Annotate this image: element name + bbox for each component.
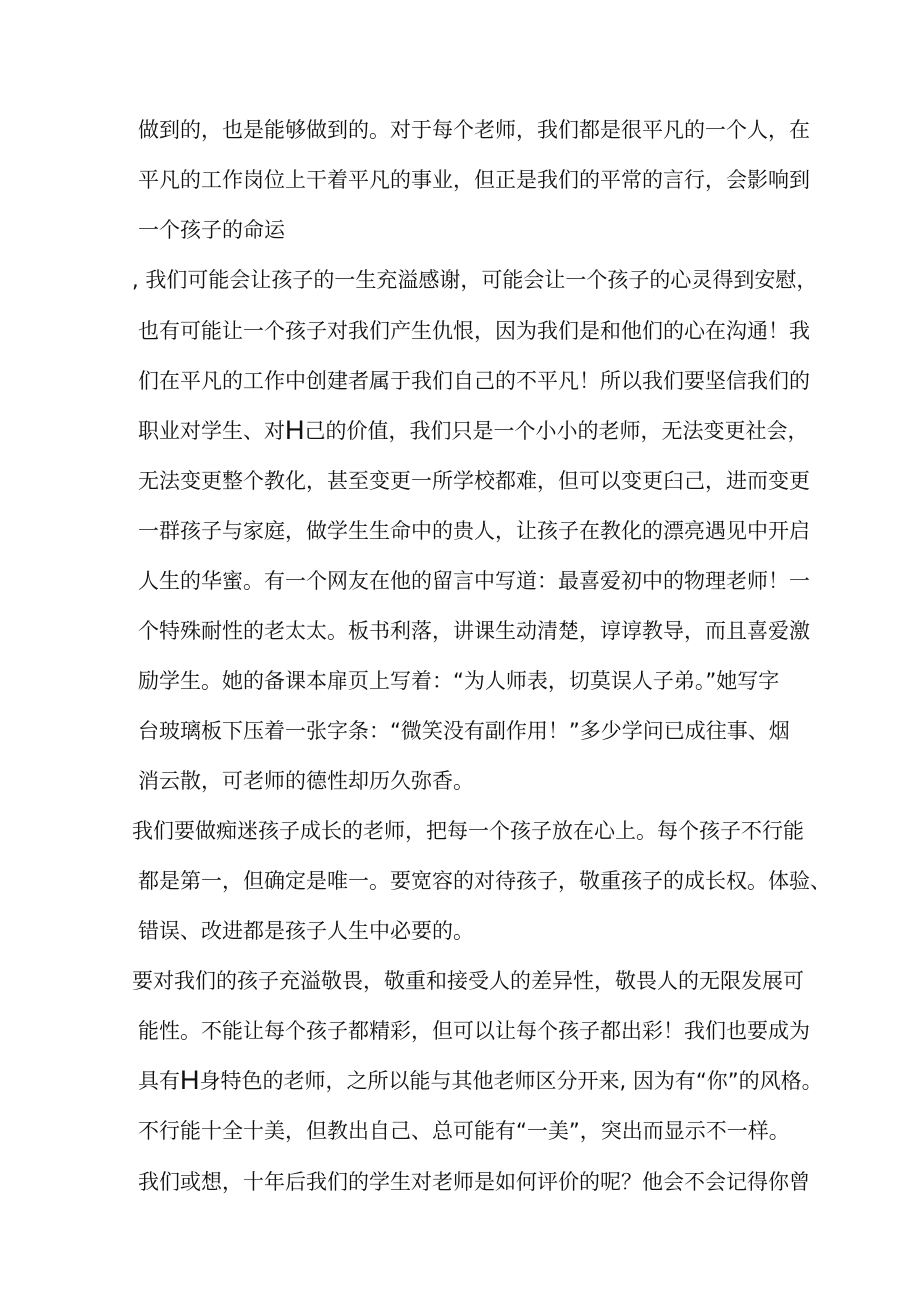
text-line: 能性。不能让每个孩子都精彩，但可以让每个孩子都出彩！我们也要成为 <box>138 1019 810 1043</box>
text-line: 一个孩子的命运 <box>138 218 285 242</box>
text-line: 们在平凡的工作中创建者属于我们自己的不平凡！所以我们要坚信我们的 <box>138 369 810 393</box>
text-line: 不行能十全十美，但教出自己、总可能有“一美”，突出而显示不一样。 <box>138 1119 790 1143</box>
text-line: 错误、改进都是孩子人生中必要的。 <box>138 919 474 943</box>
text-run: 己的价值，我们只是一个小小的老师，无法变更社会， <box>304 419 809 443</box>
text-line: 也有可能让一个孩子对我们产生仇恨，因为我们是和他们的心在沟通！我 <box>138 319 810 343</box>
text-line: 平凡的工作岗位上干着平凡的事业，但正是我们的平常的言行，会影响到 <box>138 168 810 192</box>
text-line: 台玻璃板下压着一张字条：“微笑没有副作用！”多少学问已成往事、烟 <box>138 719 790 743</box>
text-line <box>138 416 818 446</box>
text-line: 一群孩子与家庭，做学生生命中的贵人，让孩子在教化的漂亮遇见中开启 <box>138 519 810 543</box>
text-line: 消云散，可老师的德性却历久弥香。 <box>138 769 474 793</box>
text-run: 身特色的老师，之所以能与其他老师区分开来, 因为有“你”的风格。 <box>199 1069 823 1093</box>
text-line: 我们要做痴迷孩子成长的老师，把每一个孩子放在心上。每个孩子不行能 <box>132 819 804 843</box>
text-line: 都是第一，但确定是唯一。要宽容的对待孩子，敬重孩子的成长权。体验、 <box>138 869 831 893</box>
oversized-glyph: H <box>285 415 305 445</box>
text-line: 我们或想，十年后我们的学生对老师是如何评价的呢？他会不会记得你曾 <box>138 1170 810 1194</box>
text-run: 具有 <box>138 1069 180 1093</box>
text-line: , 我们可能会让孩子的一生充溢感谢，可能会让一个孩子的心灵得到安慰， <box>132 268 818 292</box>
text-line: 人生的华蜜。有一个网友在他的留言中写道：最喜爱初中的物理老师！一 <box>138 569 810 593</box>
text-line: 要对我们的孩子充溢敬畏，敬重和接受人的差异性，敬畏人的无限发展可 <box>132 969 804 993</box>
text-line: 做到的，也是能够做到的。对于每个老师，我们都是很平凡的一个人，在 <box>138 118 810 142</box>
oversized-glyph: H <box>180 1065 200 1095</box>
text-line <box>138 1065 823 1096</box>
text-line: 励学生。她的备课本扉页上写着：“为人师表，切莫误人子弟。”她写字 <box>138 669 780 693</box>
text-run: 职业对学生、对 <box>138 419 285 443</box>
text-line: 无法变更整个教化，甚至变更一所学校都难，但可以变更臼己，进而变更 <box>138 469 810 493</box>
text-line: 个特殊耐性的老太太。板书利落，讲课生动清楚，谆谆教导，而且喜爱激 <box>138 619 810 643</box>
